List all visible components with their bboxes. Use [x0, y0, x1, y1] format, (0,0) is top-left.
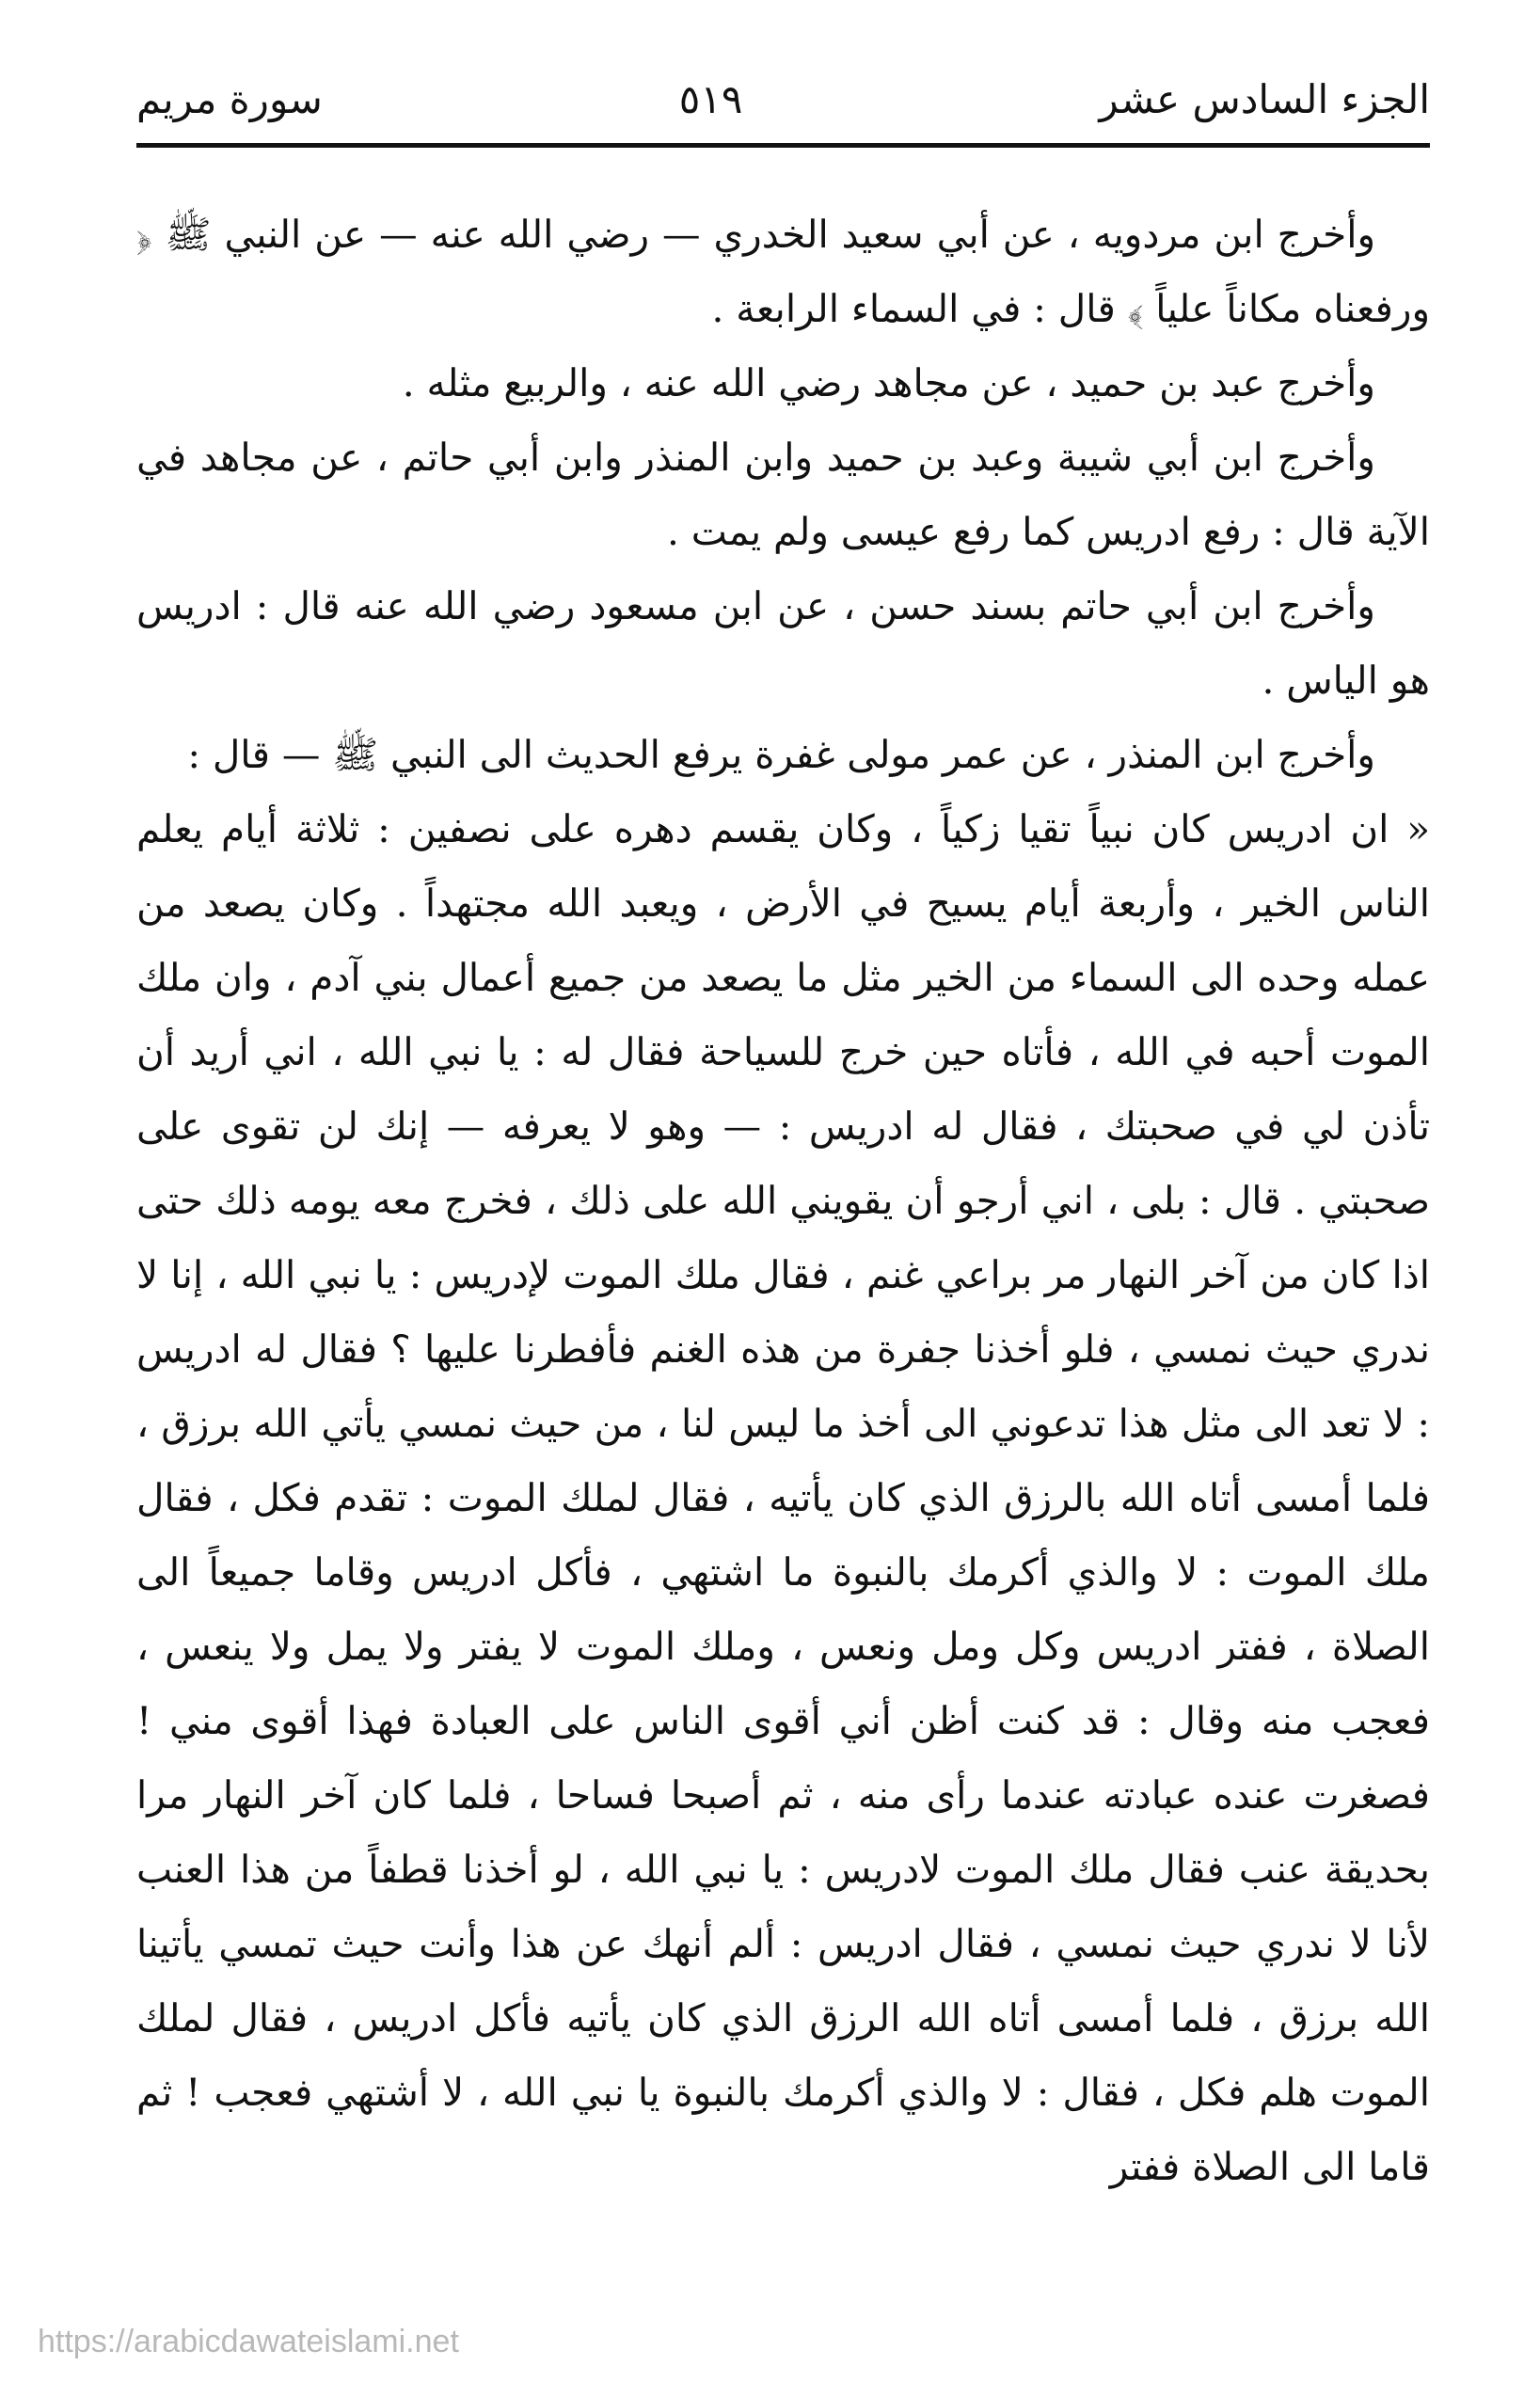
surah-label: سورة مريم — [136, 75, 323, 122]
running-header — [136, 56, 1430, 141]
paragraph: وأخرج عبد بن حميد ، عن مجاهد رضي الله عنه ، والربيع مثله . — [402, 360, 1375, 405]
hadith-quote: « ان ادريس كان نبياً تقيا زكياً ، وكان يقسم دهره على نصفين : ثلاثة أيام يعلم الناس الخير ، وأربعة أيام يسيح في الأرض ، ويعبد الله مجتهداً . وكان يصعد من عمله وحده الى السماء من الخير مثل ما يصعد من جميع أعمال بني آدم ، وان ملك الموت أحبه في الله ، فأتاه حين خرج للسياحة فقال له : يا نبي الله ، اني أريد أن تأذن لي في صحبتك ، فقال له ادريس : — وهو لا يعرفه — إنك لن تقوى على صحبتي . قال : بلى ، اني أرجو أن يقويني الله على ذلك ، فخرج معه يومه ذلك حتى اذا كان من آخر النهار مر براعي غنم ، فقال ملك الموت لإدريس : يا نبي الله ، إنا لا ندري حيث نمسي ، فلو أخذنا جفرة من هذه الغنم فأفطرنا عليها ؟ فقال له ادريس : لا تعد الى مثل هذا تدعوني الى أخذ ما ليس لنا ، من حيث نمسي يأتي الله برزق ، فلما أمسى أتاه الله بالرزق الذي كان يأتيه ، فقال لملك الموت : تقدم فكل ، فقال ملك الموت : لا والذي أكرمك بالنبوة ما اشتهي ، فأكل ادريس وقاما جميعاً الى الصلاة ، ففتر ادريس وكل ومل ونعس ، وملك الموت لا يفتر ولا يمل ولا ينعس ، فعجب منه وقال : قد كنت أظن أني أقوى الناس على العبادة فهذا أقوى مني ! فصغرت عنده عبادته عندما رأى منه ، ثم أصبحا فساحا ، فلما كان آخر النهار مرا بحديقة عنب فقال ملك الموت لادريس : يا نبي الله ، لو أخذنا قطفاً من هذا العنب لأنا لا ندري حيث نمسي ، فقال ادريس : ألم أنهك عن هذا وأنت حيث تمسي يأتينا الله برزق ، فلما أمسى أتاه الله الرزق الذي كان يأتيه فأكل ادريس ، فقال لملك الموت هلم فكل ، فقال : لا والذي أكرمك بالنبوة يا نبي الله ، لا أشتهي فعجب ! ثم قاما الى الصلاة ففتر — [136, 806, 1430, 2189]
paragraph: وأخرج ابن أبي حاتم بسند حسن ، عن ابن مسعود رضي الله عنه قال : ادريس هو الياس . — [136, 583, 1430, 703]
paragraph: وأخرج ابن المنذر ، عن عمر مولى غفرة يرفع الحديث الى النبي ﷺ — قال : — [187, 732, 1375, 777]
page-number: ٥١٩ — [678, 75, 743, 122]
paragraph: وأخرج ابن أبي شيبة وعبد بن حميد وابن المنذر وابن أبي حاتم ، عن مجاهد في الآية قال : رفع ادريس كما رفع عيسى ولم يمت . — [136, 435, 1430, 554]
juz-label: الجزء السادس عشر — [1099, 75, 1430, 122]
header-rule — [136, 143, 1430, 148]
watermark-url: https://arabicdawateislami.net — [38, 2324, 459, 2359]
page-body — [136, 198, 1430, 2258]
margin-mark — [1463, 193, 1484, 296]
paragraph: وأخرج ابن مردويه ، عن أبي سعيد الخدري — رضي الله عنه — عن النبي ﷺ ﴿ ورفعناه مكاناً علياً ﴾ قال : في السماء الرابعة . — [136, 212, 1430, 331]
